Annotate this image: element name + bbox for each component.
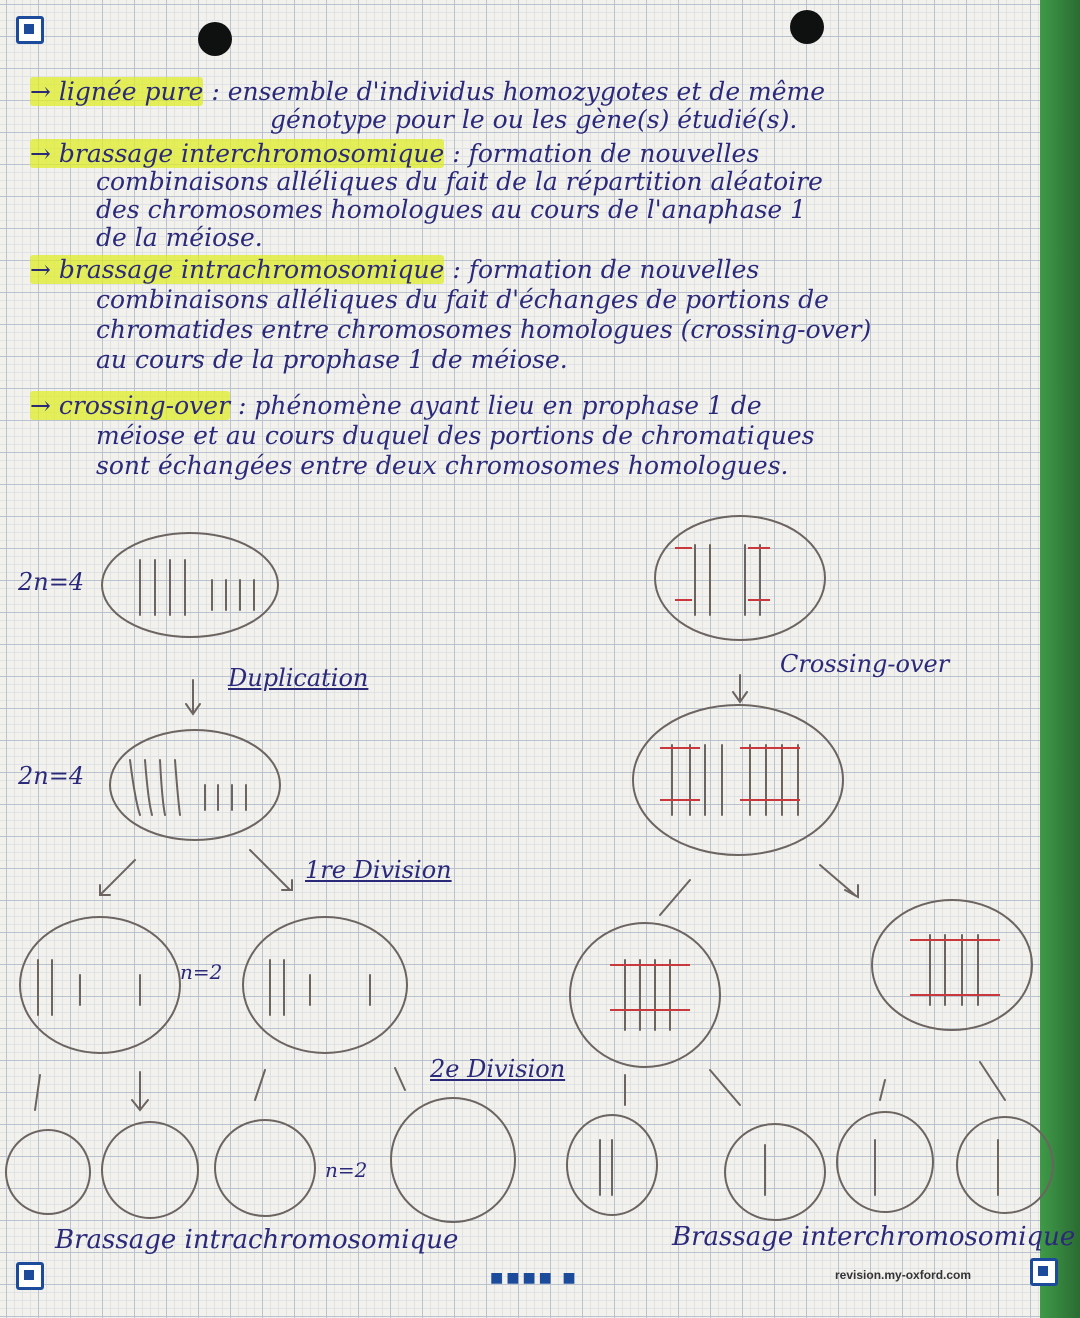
gamete-6 (725, 1124, 825, 1220)
arrows-division (660, 865, 858, 915)
term-highlight: → lignée pure (30, 77, 204, 106)
crossing-over-label: Crossing-over (780, 650, 950, 678)
gamete-3 (215, 1120, 315, 1216)
note-line: → lignée pure : ensemble d'individus homozygotes et de même (30, 77, 826, 106)
arrow-down (733, 675, 747, 702)
note-line: → brassage interchromosomique : formation de nouvelles (30, 139, 760, 168)
chromatids (130, 760, 246, 815)
chromosomes (695, 545, 760, 615)
gamete-7 (837, 1112, 933, 1212)
gamete-8 (957, 1117, 1053, 1213)
arrows-second-division (625, 1062, 1005, 1105)
note-line: chromatides entre chromosomes homologues (crossing-over) (96, 315, 872, 344)
brassage-intra-label: Brassage intrachromosomique (55, 1225, 459, 1255)
chromosomes (600, 1140, 998, 1195)
note-line: combinaisons alléliques du fait d'échanges de portions de (96, 285, 829, 314)
gamete-4 (391, 1098, 515, 1222)
note-line: au cours de la prophase 1 de méiose. (96, 345, 568, 374)
ploidy-label: 2n=4 (18, 568, 85, 596)
cell-n2-b (243, 917, 407, 1053)
ploidy-label: n=2 (325, 1158, 368, 1182)
arrows-second-division (35, 1068, 405, 1110)
brassage-inter-label: Brassage interchromosomique (672, 1222, 1076, 1252)
chromatids (625, 935, 978, 1030)
note-line: des chromosomes homologues au cours de l'anaphase 1 (96, 195, 807, 224)
gamete-1 (6, 1130, 90, 1214)
term-highlight: → brassage interchromosomique (30, 139, 445, 168)
cell-right-crossing (633, 705, 843, 855)
cell-right-a (570, 923, 720, 1067)
page-indicator: ■■■■ ■ (490, 1270, 579, 1286)
note-line: sont échangées entre deux chromosomes homologues. (96, 451, 789, 480)
arrow-division-left (100, 860, 135, 895)
term-highlight: → crossing-over (30, 391, 231, 420)
duplication-label: Duplication (228, 664, 369, 692)
cell-right-b (872, 900, 1032, 1030)
cell-left-initial (102, 533, 278, 637)
chromatids (672, 745, 798, 815)
gamete-2 (102, 1122, 198, 1218)
note-line: → brassage intrachromosomique : formation de nouvelles (30, 255, 760, 284)
arrow-down (186, 680, 200, 714)
chromosomes (140, 560, 254, 615)
cell-right-initial (655, 516, 825, 640)
source-watermark: revision.my-oxford.com (835, 1268, 972, 1282)
term-highlight: → brassage intrachromosomique (30, 255, 445, 284)
first-division-label: 1re Division (305, 856, 452, 884)
ploidy-label: n=2 (180, 960, 223, 984)
cell-left-duplicated (110, 730, 280, 840)
second-division-label: 2e Division (430, 1055, 566, 1083)
note-line: de la méiose. (96, 223, 263, 252)
note-line: méiose et au cours duquel des portions de chromatiques (96, 421, 815, 450)
note-line: → crossing-over : phénomène ayant lieu en prophase 1 de (30, 391, 762, 420)
note-line: génotype pour le ou les gène(s) étudié(s). (270, 105, 798, 134)
note-line: combinaisons alléliques du fait de la répartition aléatoire (96, 167, 823, 196)
ploidy-label: 2n=4 (18, 762, 85, 790)
arrow-division-right (250, 850, 292, 890)
cell-n2-a (20, 917, 180, 1053)
